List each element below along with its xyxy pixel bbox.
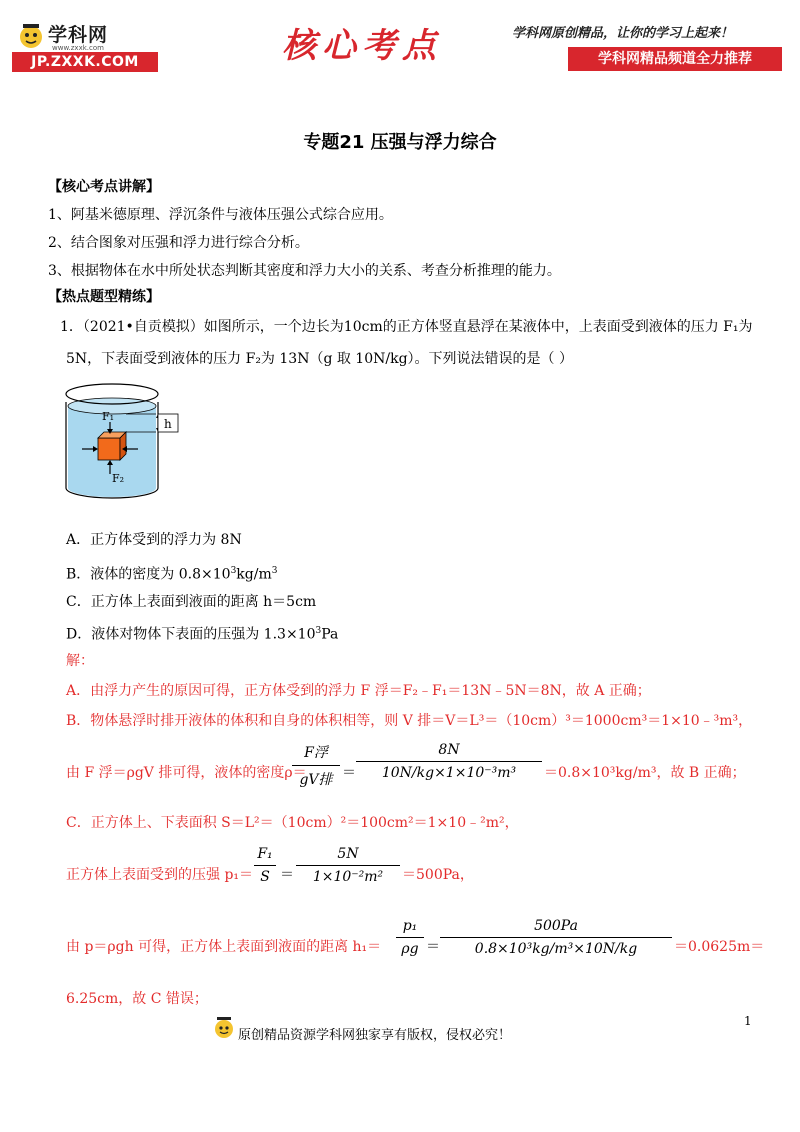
cube	[98, 438, 120, 460]
question-line-1: 1．（2021•自贡模拟）如图所示，一个边长为10cm的正方体竖直悬浮在某液体中，上表面受到液体的压力 F₁为	[60, 319, 753, 335]
header-slogan: 学科网原创精品，让你的学习上起来！	[512, 26, 734, 41]
mascot-icon	[212, 1016, 236, 1040]
fraction-density: 8N 10N/kg×1×10⁻³m³	[356, 742, 542, 781]
solution-c3-result: ＝0.0625m＝	[674, 939, 765, 955]
option-b: B．液体的密度为 $0.8\times 10^3kg/m^3$	[66, 566, 278, 583]
option-c: C．正方体上表面到液面的距离 h＝5cm	[66, 594, 317, 610]
beaker-figure	[62, 376, 192, 506]
document-title: 专题21 压强与浮力综合	[303, 132, 497, 153]
label-f1: F₁	[102, 410, 115, 423]
logo-domain: www.zxxk.com	[52, 44, 104, 52]
fraction-pressure: 5N 1×10⁻²m²	[296, 846, 400, 885]
mascot-icon	[18, 24, 44, 50]
option-d: D．液体对物体下表面的压强为 $1.3\times 10^3Pa$	[66, 626, 339, 643]
fraction-f-over-gv: F浮 gV排	[292, 742, 340, 789]
logo	[12, 18, 160, 74]
solution-label: 解：	[66, 653, 94, 669]
page-number: 1	[744, 1014, 752, 1028]
solution-b2-prefix: 由 F 浮＝ρgV 排可得，液体的密度ρ＝	[66, 765, 307, 781]
footer-copyright: 原创精品资源学科网独家享有版权，侵权必究！	[238, 1028, 512, 1043]
solution-c2-prefix: 正方体上表面受到的压强 p₁＝	[66, 867, 254, 883]
fraction-height: 500Pa 0.8×10³kg/m³×10N/kg	[440, 918, 672, 957]
practice-heading: 【热点题型精练】	[48, 289, 160, 305]
solution-c2-result: ＝500Pa，	[402, 867, 474, 883]
label-h: h	[164, 417, 172, 431]
header-title: 核心考点	[282, 26, 442, 66]
solution-b: B．物体悬浮时排开液体的体积和自身的体积相等，则 V 排＝V＝L³＝（10cm）³＝1000cm³＝1×10﹣³m³，	[66, 713, 753, 729]
header-banner: 学科网精品频道全力推荐	[568, 47, 782, 71]
label-f2: F₂	[112, 472, 125, 485]
logo-text: 学科网	[48, 24, 109, 46]
question-line-2: 5N，下表面受到液体的压力 F₂为 13N（g 取 10N/kg）。下列说法错误的是（ ）	[66, 351, 573, 367]
key-point-2: 2、结合图象对压强和浮力进行综合分析。	[48, 235, 309, 251]
key-point-1: 1、阿基米德原理、浮沉条件与液体压强公式综合应用。	[48, 207, 393, 223]
solution-c3-prefix: 由 p＝ρgh 可得，正方体上表面到液面的距离 h₁＝	[66, 939, 382, 955]
solution-a: A．由浮力产生的原因可得，正方体受到的浮力 F 浮＝F₂﹣F₁＝13N﹣5N＝8N，故 A 正确；	[66, 683, 651, 699]
logo-url-bar: JP.ZXXK.COM	[12, 52, 158, 72]
key-point-3: 3、根据物体在水中所处状态判断其密度和浮力大小的关系、考查分析推理的能力。	[48, 263, 561, 279]
option-a: A．正方体受到的浮力为 8N	[66, 532, 242, 548]
solution-b2-result: ＝0.8×10³kg/m³，故 B 正确；	[544, 765, 746, 781]
fraction-f1-over-s: F₁ S	[254, 846, 276, 885]
solution-c: C．正方体上、下表面积 S＝L²＝（10cm）²＝100cm²＝1×10﹣²m²，	[66, 815, 519, 831]
solution-c4: 6.25cm，故 C 错误；	[66, 991, 208, 1007]
fraction-p1-over-rhog: p₁ ρg	[396, 918, 424, 957]
key-points-heading: 【核心考点讲解】	[48, 179, 160, 195]
